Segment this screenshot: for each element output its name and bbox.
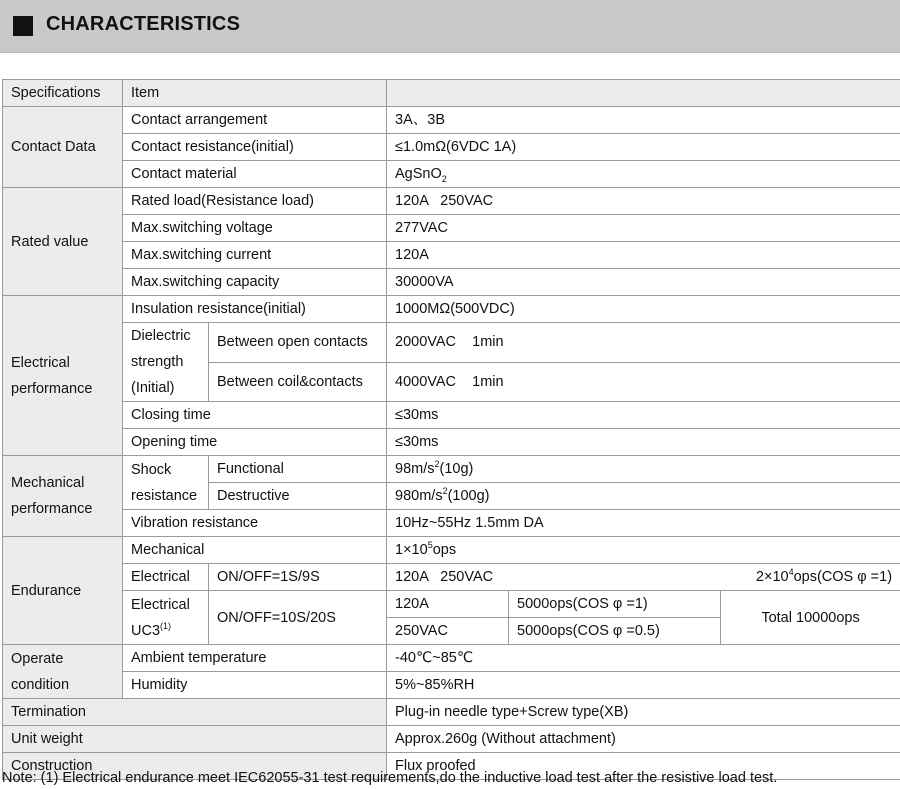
item-value: ≤30ms xyxy=(387,402,900,429)
value-sup: 2 xyxy=(434,459,440,470)
item-value: 5%~85%RH xyxy=(387,672,900,699)
uc3-label xyxy=(123,591,209,645)
table-row xyxy=(3,645,900,672)
table-row xyxy=(3,402,900,429)
item-label: Electrical xyxy=(123,564,209,591)
table-row xyxy=(3,269,900,296)
item-label: Max.switching voltage xyxy=(123,215,387,242)
item-label: Opening time xyxy=(123,429,387,456)
item-value: 30000VA xyxy=(387,269,900,296)
item-label: Contact arrangement xyxy=(123,107,387,134)
condition-label: ON/OFF=1S/9S xyxy=(209,564,387,591)
table-row xyxy=(3,323,900,363)
item-value: 120A 250VAC xyxy=(387,188,900,215)
item-value: 3A、3B xyxy=(387,107,900,134)
item-label: Insulation resistance(initial) xyxy=(123,296,387,323)
value-tail: (100g) xyxy=(447,488,490,504)
item-value xyxy=(387,483,900,510)
item-label: Vibration resistance xyxy=(123,510,387,537)
uc3-ops-2: 5000ops(COS φ =0.5) xyxy=(509,618,721,645)
item-label: Functional xyxy=(209,456,387,483)
item-label: Between open contacts xyxy=(209,323,387,363)
group-electrical-performance: Electrical performance xyxy=(3,296,123,456)
value-sup: 4 xyxy=(788,567,794,578)
value-base: 98m/s xyxy=(395,461,435,477)
item-value: 10Hz~55Hz 1.5mm DA xyxy=(387,510,900,537)
item-label: Contact resistance(initial) xyxy=(123,134,387,161)
value-tail: ops xyxy=(432,542,457,558)
unit-weight-label: Unit weight xyxy=(3,726,387,753)
table-row xyxy=(3,161,900,188)
item-value: 1000MΩ(500VDC) xyxy=(387,296,900,323)
table-row xyxy=(3,564,900,591)
item-value: -40℃~85℃ xyxy=(387,645,900,672)
value-base: 1×10 xyxy=(395,542,428,558)
table-row xyxy=(3,134,900,161)
header-value xyxy=(387,80,900,107)
shock-resistance-label: Shock resistance xyxy=(123,456,209,510)
table-header-row xyxy=(3,80,900,107)
material-sub: 2 xyxy=(441,173,447,184)
condition-label: ON/OFF=10S/20S xyxy=(209,591,387,645)
group-mechanical-performance: Mechanical performance xyxy=(3,456,123,537)
table-row xyxy=(3,215,900,242)
table-row xyxy=(3,672,900,699)
table-row xyxy=(3,107,900,134)
item-value: 277VAC xyxy=(387,215,900,242)
table-row xyxy=(3,296,900,323)
value-base: 980m/s xyxy=(395,488,443,504)
header-item: Item xyxy=(123,80,387,107)
item-value xyxy=(387,161,900,188)
table-row xyxy=(3,242,900,269)
uc3-label-base: Electrical UC3 xyxy=(131,596,190,639)
construction-value: Flux proofed xyxy=(387,753,900,780)
item-value: 4000VAC 1min xyxy=(387,362,900,402)
value-sup: 2 xyxy=(442,486,448,497)
uc3-current: 120A xyxy=(387,591,509,618)
table-row xyxy=(3,699,900,726)
table-row xyxy=(3,591,900,618)
item-label: Max.switching capacity xyxy=(123,269,387,296)
table-row xyxy=(3,726,900,753)
characteristics-table xyxy=(2,79,900,780)
page-title: CHARACTERISTICS xyxy=(46,13,241,35)
item-label: Rated load(Resistance load) xyxy=(123,188,387,215)
item-label: Max.switching current xyxy=(123,242,387,269)
group-contact-data: Contact Data xyxy=(3,107,123,188)
dielectric-strength-label: Dielectric strength (Initial) xyxy=(123,323,209,402)
item-value: 120A xyxy=(387,242,900,269)
header-specifications: Specifications xyxy=(3,80,123,107)
item-label: Destructive xyxy=(209,483,387,510)
termination-label: Termination xyxy=(3,699,387,726)
item-value xyxy=(387,456,900,483)
item-label: Contact material xyxy=(123,161,387,188)
uc3-total: Total 10000ops xyxy=(721,591,900,645)
table-row xyxy=(3,456,900,483)
item-label: Ambient temperature xyxy=(123,645,387,672)
ops-value xyxy=(721,564,900,591)
item-value: 120A 250VAC xyxy=(387,564,721,591)
item-value: 2000VAC 1min xyxy=(387,323,900,363)
uc3-ops-1: 5000ops(COS φ =1) xyxy=(509,591,721,618)
item-label: Closing time xyxy=(123,402,387,429)
section-header xyxy=(0,0,900,53)
item-label: Between coil&contacts xyxy=(209,362,387,402)
group-operate-condition: Operate condition xyxy=(3,645,123,699)
value-sup: 5 xyxy=(427,540,433,551)
value-tail: ops(COS φ =1) xyxy=(793,569,893,585)
table-row xyxy=(3,188,900,215)
table-row xyxy=(3,429,900,456)
uc3-label-sup: (1) xyxy=(160,620,172,631)
item-value xyxy=(387,537,900,564)
unit-weight-value: Approx.260g (Without attachment) xyxy=(387,726,900,753)
uc3-voltage: 250VAC xyxy=(387,618,509,645)
value-base: 2×10 xyxy=(755,569,789,585)
group-rated-value: Rated value xyxy=(3,188,123,296)
material-base: AgSnO xyxy=(395,166,442,182)
value-tail: (10g) xyxy=(439,461,474,477)
item-value: ≤1.0mΩ(6VDC 1A) xyxy=(387,134,900,161)
item-value: ≤30ms xyxy=(387,429,900,456)
square-icon xyxy=(13,16,33,36)
item-label: Mechanical xyxy=(123,537,387,564)
construction-label: Construction xyxy=(3,753,387,780)
table-row xyxy=(3,510,900,537)
termination-value: Plug-in needle type+Screw type(XB) xyxy=(387,699,900,726)
footnote: Note: (1) Electrical endurance meet IEC62055-31 test requirements,do the inductive load test after the resistive load test. xyxy=(2,770,778,786)
group-endurance: Endurance xyxy=(3,537,123,645)
table-row xyxy=(3,537,900,564)
item-label: Humidity xyxy=(123,672,387,699)
